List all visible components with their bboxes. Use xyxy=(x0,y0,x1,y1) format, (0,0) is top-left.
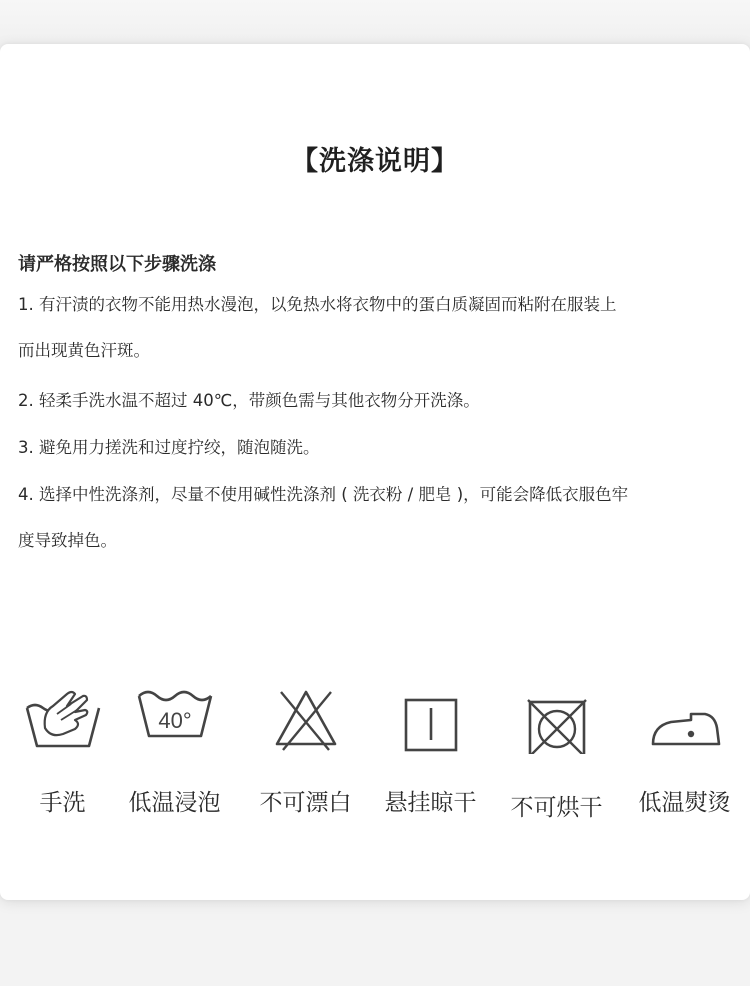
page-title: 【洗涤说明】 xyxy=(291,146,459,177)
instruction-4 xyxy=(18,472,733,564)
care-symbol-low-temp-iron xyxy=(622,644,747,814)
hand-wash-label: 手洗 xyxy=(39,790,86,816)
no-tumble-dry-icon xyxy=(522,684,592,754)
no-tumble-dry-label: 不可烘干 xyxy=(510,795,603,821)
hang-dry-icon xyxy=(396,684,466,754)
low-temp-wash-icon xyxy=(135,684,215,754)
care-symbol-hang-dry xyxy=(368,644,493,814)
low-temp-iron-label: 低温熨烫 xyxy=(638,790,731,816)
no-bleach-icon xyxy=(271,684,341,754)
care-symbol-hand-wash xyxy=(0,644,125,814)
instruction-4-line-1: 4. 选择中性洗涤剂，尽量不使用碱性洗涤剂 ( 洗衣粉 / 肥皂 )，可能会降低衣服色牢 xyxy=(18,485,629,504)
instruction-1 xyxy=(18,282,733,374)
instruction-2: 2. 轻柔手洗水温不超过 40℃，带颜色需与其他衣物分开洗涤。 xyxy=(18,391,480,410)
wash-temp-text: 40° xyxy=(157,708,192,733)
instruction-4-line-2: 度导致掉色。 xyxy=(18,531,117,550)
instruction-1-line-1: 1. 有汗渍的衣物不能用热水漫泡，以免热水将衣物中的蛋白质凝固而粘附在服装上 xyxy=(18,295,617,314)
instruction-3: 3. 避免用力搓洗和过度拧绞，随泡随洗。 xyxy=(18,438,320,457)
intro-heading: 请严格按照以下步骤洗涤 xyxy=(18,254,216,275)
hang-dry-label: 悬挂晾干 xyxy=(384,790,477,816)
care-instructions-card xyxy=(0,44,750,900)
low-temp-iron-icon xyxy=(645,684,725,754)
no-bleach-label: 不可漂白 xyxy=(259,790,352,816)
care-symbols-row xyxy=(0,644,750,824)
care-symbol-no-bleach xyxy=(243,644,368,814)
care-symbol-low-temp-wash xyxy=(112,644,237,814)
care-symbol-no-tumble-dry xyxy=(494,644,619,821)
hand-wash-icon xyxy=(23,684,103,754)
low-temp-wash-label: 低温浸泡 xyxy=(128,790,221,816)
instruction-1-line-2: 而出现黄色汗斑。 xyxy=(18,341,150,360)
